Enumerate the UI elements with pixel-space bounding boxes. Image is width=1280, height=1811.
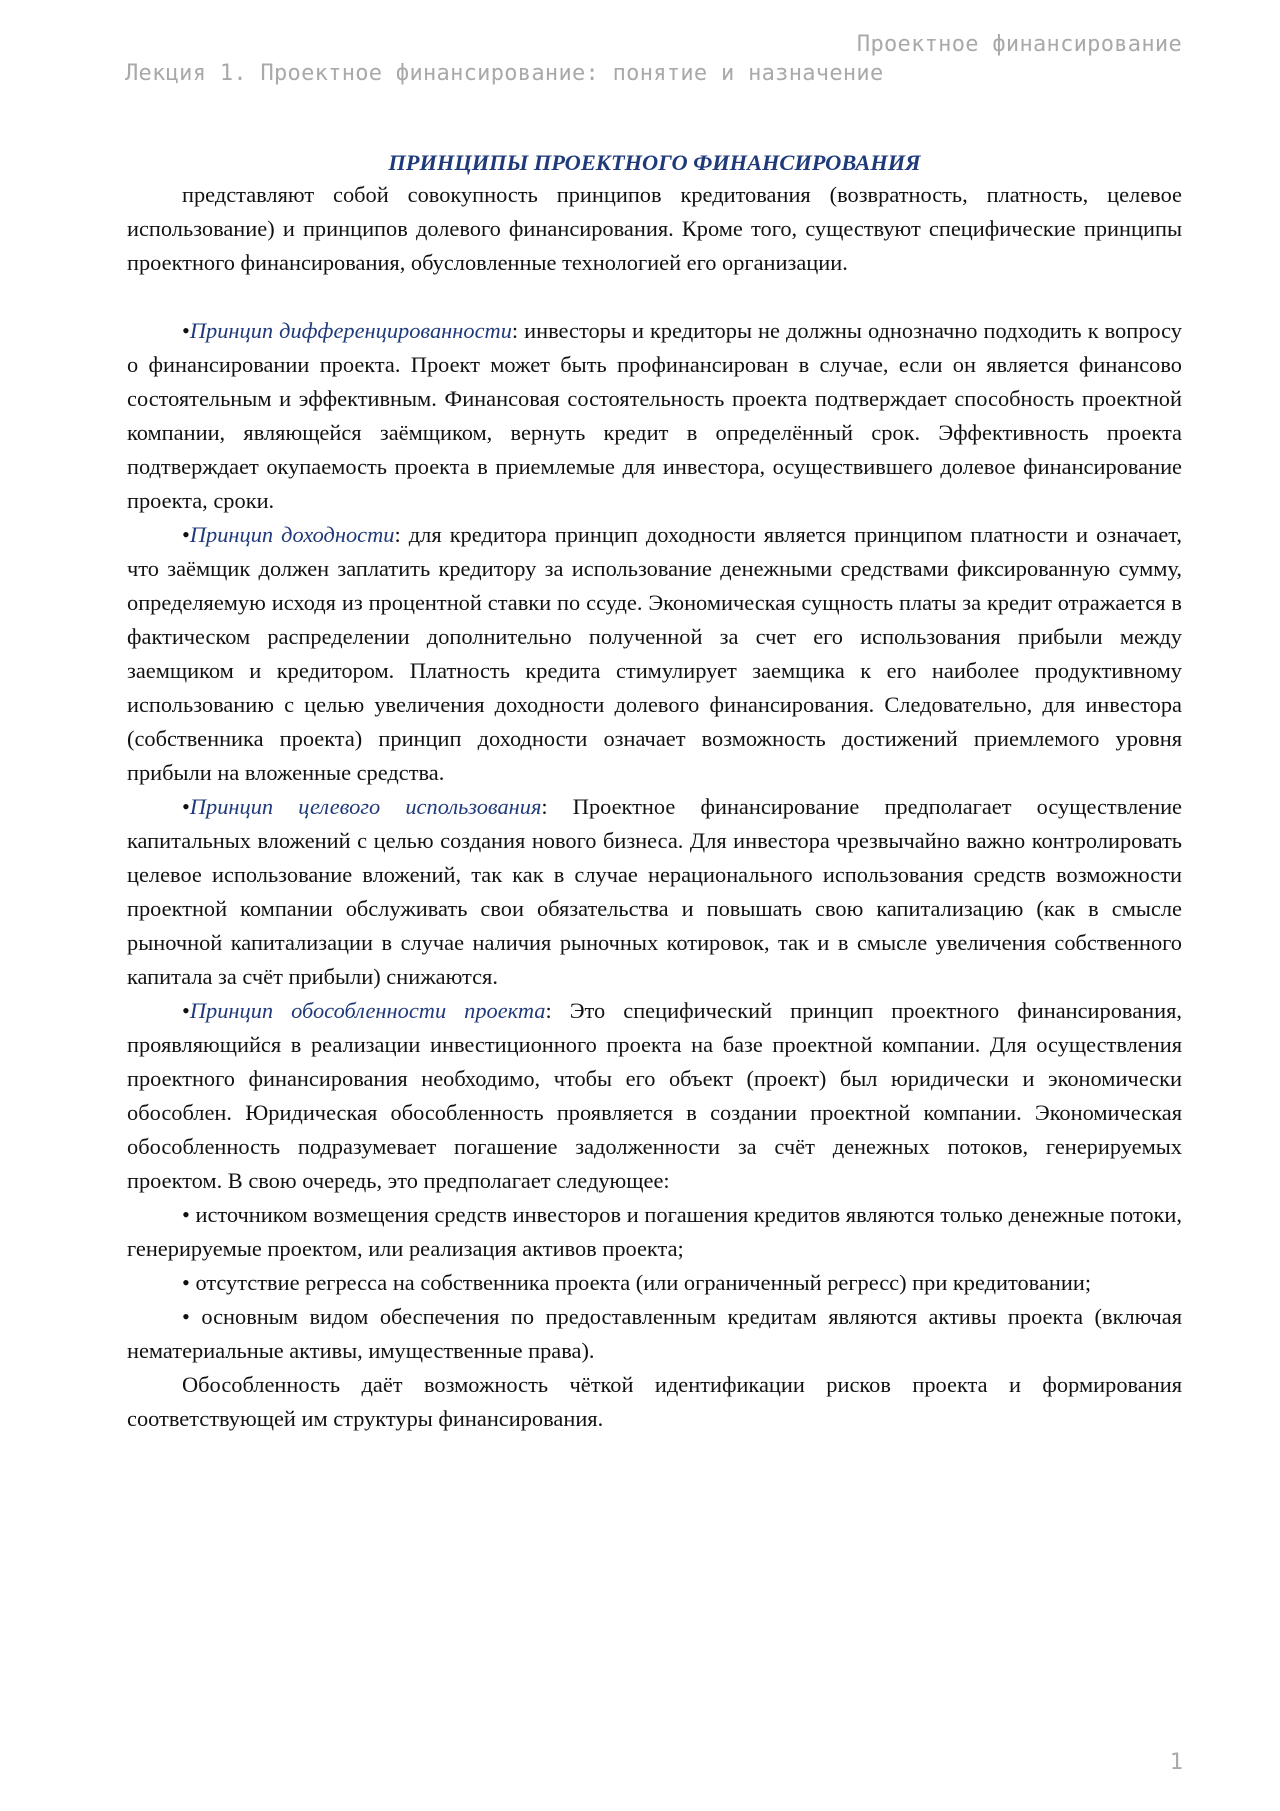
condition-item (127, 1300, 1182, 1368)
bullet-marker: • (182, 1270, 190, 1295)
intro-paragraph: представляют собой совокупность принципов кредитования (возвратность, платность, целевое использование) и принципов долевого финансирования. Кроме того, существуют специфические принципы проектного финансирования, обусловленные технологией его организации. (127, 182, 1182, 275)
conclusion-paragraph: Обособленность даёт возможность чёткой идентификации рисков проекта и формирования соответствующей им структуры финансирования. (127, 1372, 1182, 1431)
bullet-marker: • (182, 318, 190, 343)
section-title: ПРИНЦИПЫ ПРОЕКТНОГО ФИНАНСИРОВАНИЯ (388, 150, 921, 175)
principle-term: Принцип обособленности проекта (189, 998, 546, 1023)
condition-text: отсутствие регресса на собственника проекта (или ограниченный регресс) при кредитовании; (195, 1270, 1092, 1295)
principle-term: Принцип дифференцированности (189, 318, 512, 343)
page-number: 1 (1169, 1750, 1183, 1775)
principle-isolation (127, 994, 1182, 1198)
principle-text: : Проектное финансирование предполагает осуществление капитальных вложений с целью создания нового бизнеса. Для инвестора чрезвычайно важно контролировать целевое использование вложений, так как в случае нерационального использования средств возможности проектной компании обслуживать свои обязательства и повышать свою капитализацию (как в смысле рыночной капитализации в случае наличия рыночных котировок, так и в смысле увеличения собственного капитала за счёт прибыли) снижаются. (127, 794, 1182, 989)
principle-text: : Это специфический принцип проектного финансирования, проявляющийся в реализации инвестиционного проекта на базе проектной компании. Для осуществления проектного финансирования необходимо, чтобы его объект (проект) был юридически и экономически обособлен. Юридическая обособленность проявляется в создании проектной компании. Экономическая обособленность подразумевает погашение задолженности за счёт денежных потоков, генерируемых проектом. В свою очередь, это предполагает следующее: (127, 998, 1182, 1193)
principle-term: Принцип доходности (189, 522, 395, 547)
header-lecture-title: Лекция 1. Проектное финансирование: понятие и назначение (125, 61, 884, 86)
principle-text: : инвесторы и кредиторы не должны однозначно подходить к вопросу о финансировании проекта. Проект может быть профинансирован в случае, если он является финансово состоятельным и эффективным. Финансовая состоятельность проекта подтверждает способность проектной компании, являющейся заёмщиком, вернуть кредит в определённый срок. Эффективность проекта подтверждает окупаемость проекта в приемлемые для инвестора, осуществившего долевое финансирование проекта, сроки. (127, 318, 1182, 513)
bullet-marker: • (182, 522, 190, 547)
condition-text: основным видом обеспечения по предоставленным кредитам являются активы проекта (включая нематериальные активы, имущественные права). (127, 1304, 1182, 1363)
header-course-title: Проектное финансирование (856, 32, 1182, 57)
condition-item (127, 1266, 1182, 1300)
bullet-marker: • (182, 1304, 190, 1329)
condition-item (127, 1198, 1182, 1266)
bullet-marker: • (182, 794, 190, 819)
document-body (127, 148, 1182, 1436)
principle-term: Принцип целевого использования (189, 794, 542, 819)
bullet-marker: • (182, 1202, 190, 1227)
bullet-marker: • (182, 998, 190, 1023)
principle-text: : для кредитора принцип доходности является принципом платности и означает, что заёмщик должен заплатить кредитору за использование денежными средствами фиксированную сумму, определяемую исходя из процентной ставки по ссуде. Экономическая сущность платы за кредит отражается в фактическом распределении дополнительно полученной за счет его использования прибыли между заемщиком и кредитором. Платность кредита стимулирует заемщика к его наиболее продуктивному использованию с целью увеличения доходности долевого финансирования. Следовательно, для инвестора (собственника проекта) принцип доходности означает возможность достижений приемлемого уровня прибыли на вложенные средства. (127, 522, 1182, 785)
principle-profitability (127, 518, 1182, 790)
paragraph-spacer (127, 280, 1182, 314)
principle-differentiation (127, 314, 1182, 518)
principle-targeted-use (127, 790, 1182, 994)
condition-text: источником возмещения средств инвесторов и погашения кредитов являются только денежные потоки, генерируемые проектом, или реализация активов проекта; (127, 1202, 1182, 1261)
